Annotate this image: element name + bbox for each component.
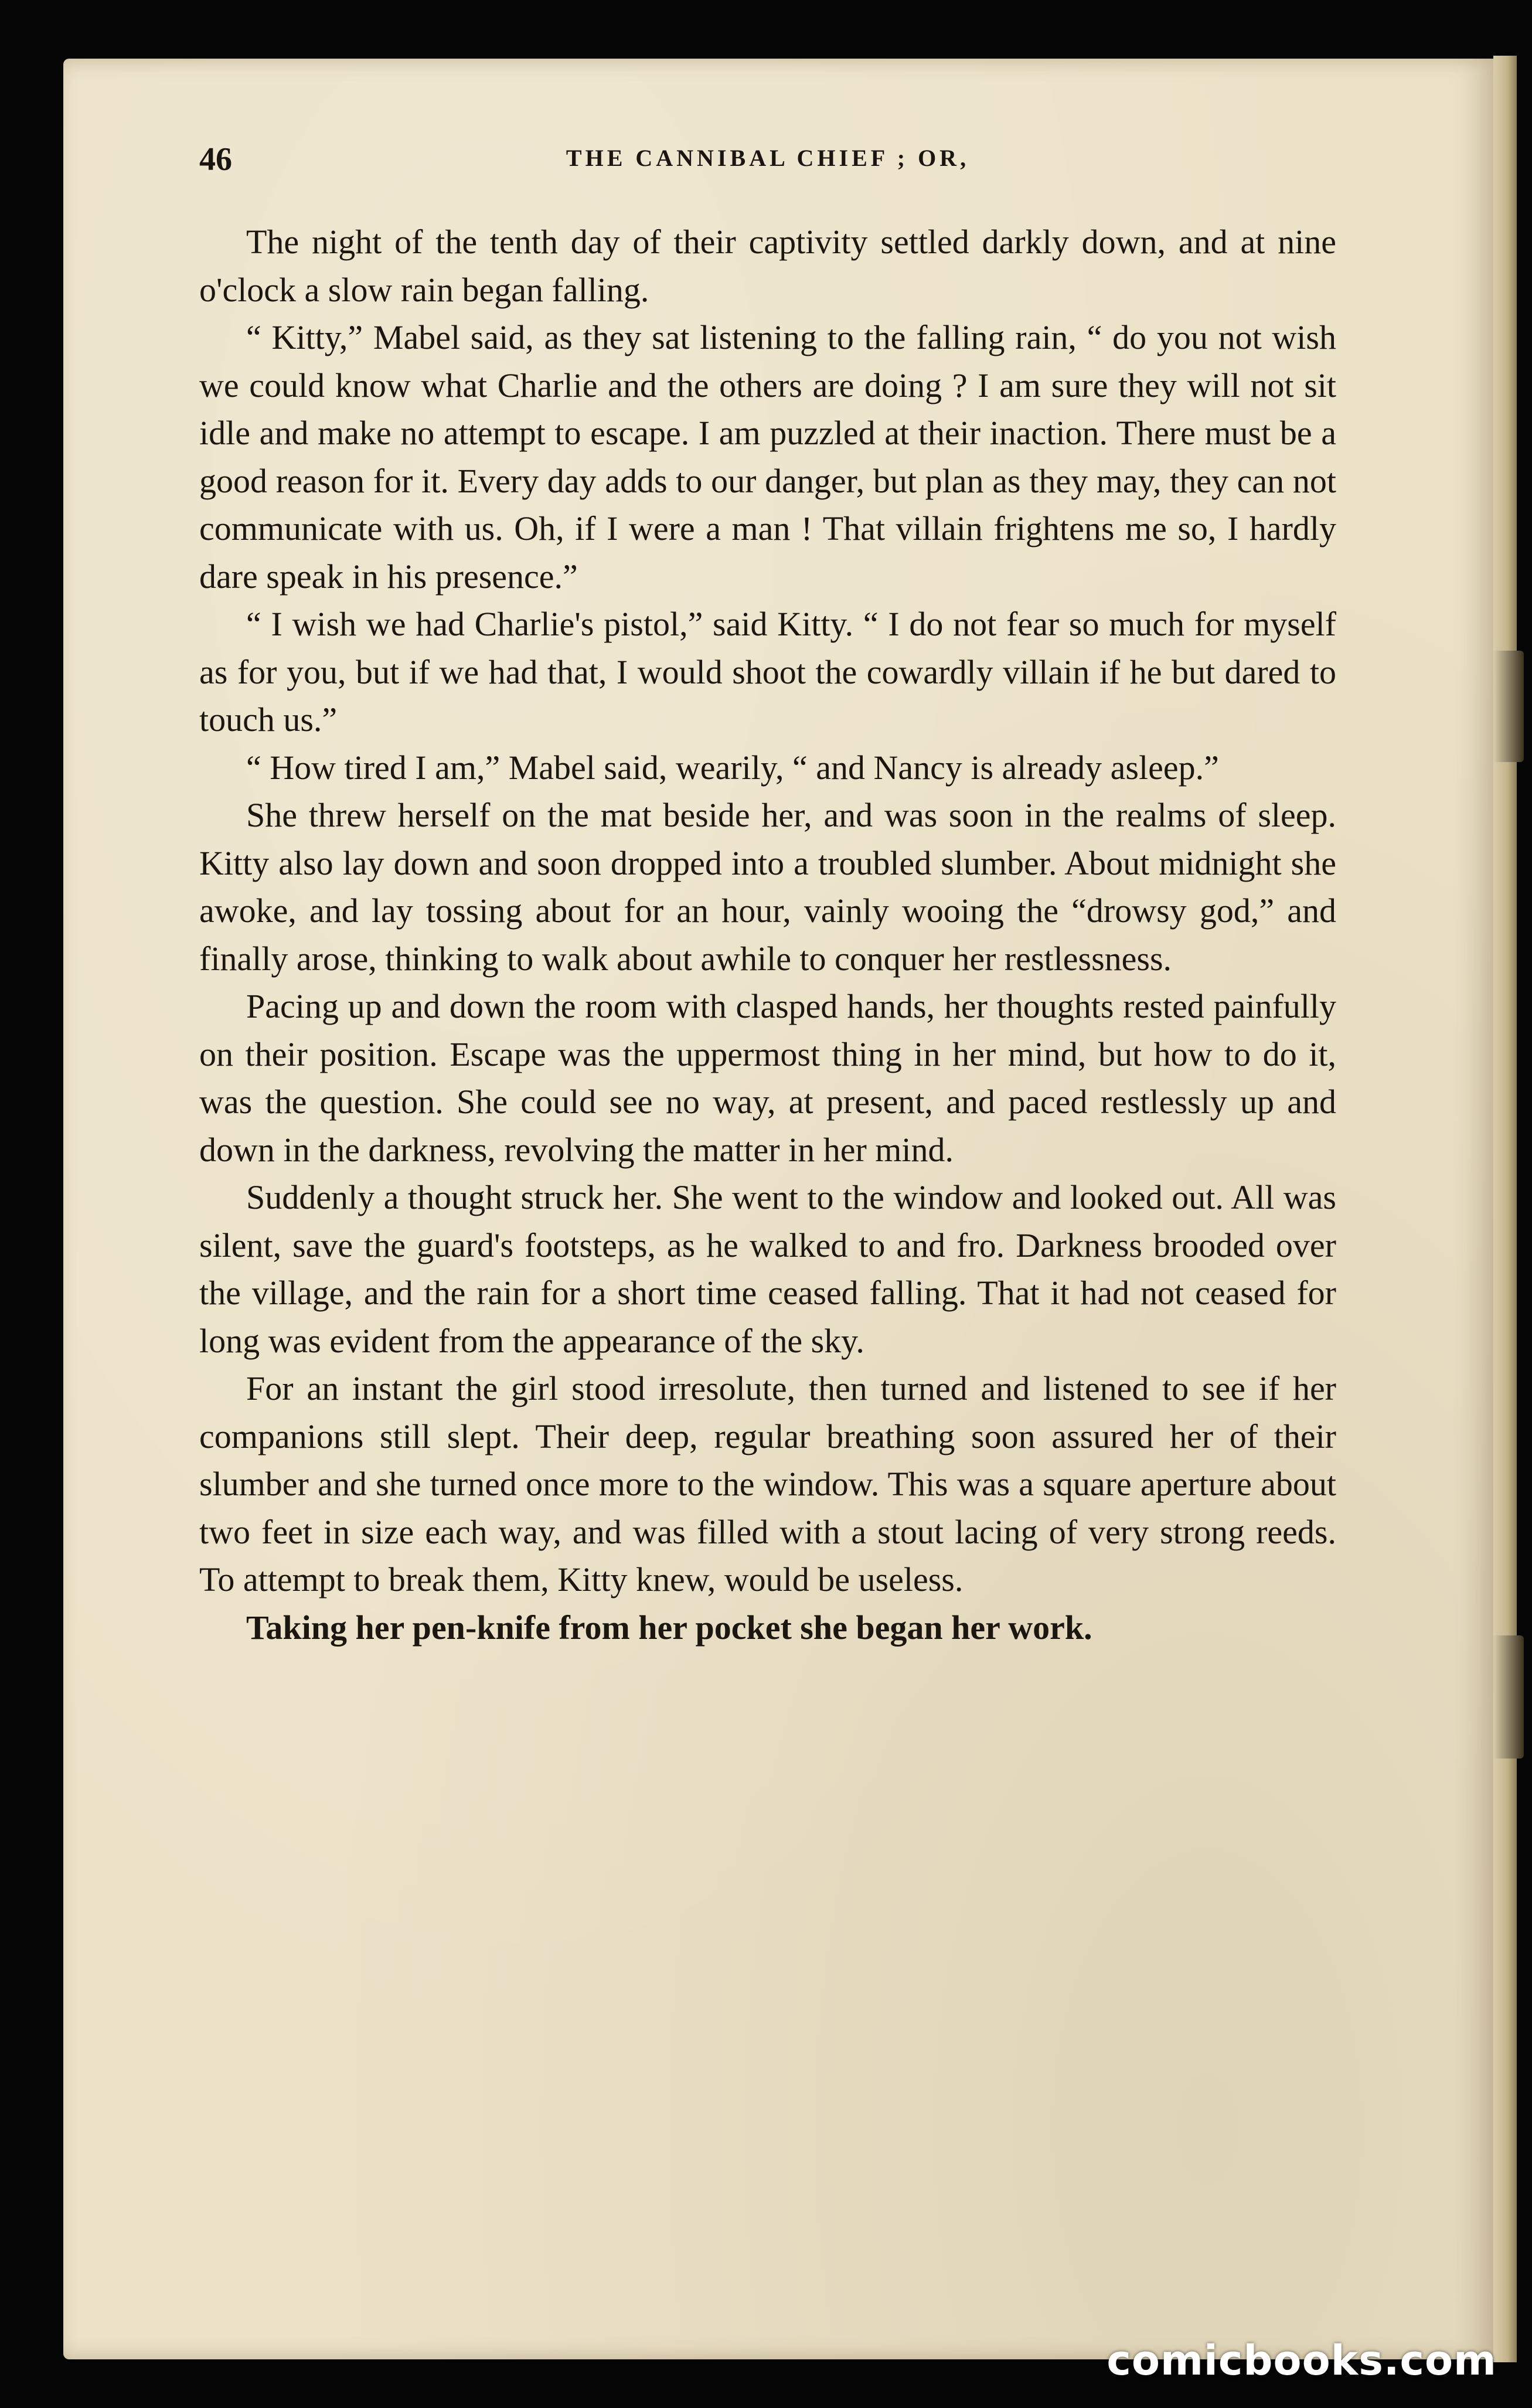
watermark: comicbooks.com [1107, 2336, 1497, 2385]
running-head: THE CANNIBAL CHIEF ; OR, [566, 145, 970, 171]
paragraph: The night of the tenth day of their captivity settled darkly down, and at nine o'clock a slow rain began falling. [199, 223, 1336, 309]
book-spine-edge [1493, 56, 1517, 2362]
paragraph: Suddenly a thought struck her. She went to the window and looked out. All was silent, save the guard's footsteps, as he walked to and fro. Darkness brooded over the village, and the rain for a short time ceased falling. That it had not ceased for long was evident from the appearance of the sky. [199, 1178, 1336, 1360]
page-header [199, 141, 1336, 176]
paragraph: For an instant the girl stood irresolute, then turned and listened to see if her companions still slept. Their deep, regular breathing soon assured her of their slumber and she turned once more to the window. This was a square aperture about two feet in size each way, and was filled with a stout lacing of very strong reeds. To attempt to break them, Kitty knew, would be useless. [199, 1369, 1336, 1598]
paragraph: Taking her pen-knife from her pocket she began her work. [246, 1608, 1092, 1647]
paragraph: “ I wish we had Charlie's pistol,” said Kitty. “ I do not fear so much for myself as for you, but if we had that, I would shoot the cowardly villain if he but dared to touch us.” [199, 605, 1336, 739]
paragraph: “ Kitty,” Mabel said, as they sat listening to the falling rain, “ do you not wish we could know what Charlie and the others are doing ? I am sure they will not sit idle and make no attempt to escape. I am puzzled at their inaction. There must be a good reason for it. Every day adds to our danger, but plan as they may, they can not communicate with us. Oh, if I were a man ! That villain frightens me so, I hardly dare speak in his presence.” [199, 318, 1336, 596]
page-number: 46 [199, 141, 232, 178]
body-text [199, 218, 1336, 1651]
paragraph: Pacing up and down the room with clasped hands, her thoughts rested painfully on their position. Escape was the uppermost thing in her mind, but how to do it, was the question. She could see no way, at present, and paced restlessly up and down in the darkness, revolving the matter in her mind. [199, 987, 1336, 1169]
paragraph: She threw herself on the mat beside her, and was soon in the realms of sleep. Kitty also lay down and soon dropped into a troubled slumber. About midnight she awoke, and lay tossing about for an hour, vainly wooing the “drowsy god,” and finally arose, thinking to walk about awhile to conquer her restlessness. [199, 796, 1336, 978]
paragraph: “ How tired I am,” Mabel said, wearily, “ and Nancy is already asleep.” [246, 748, 1219, 787]
